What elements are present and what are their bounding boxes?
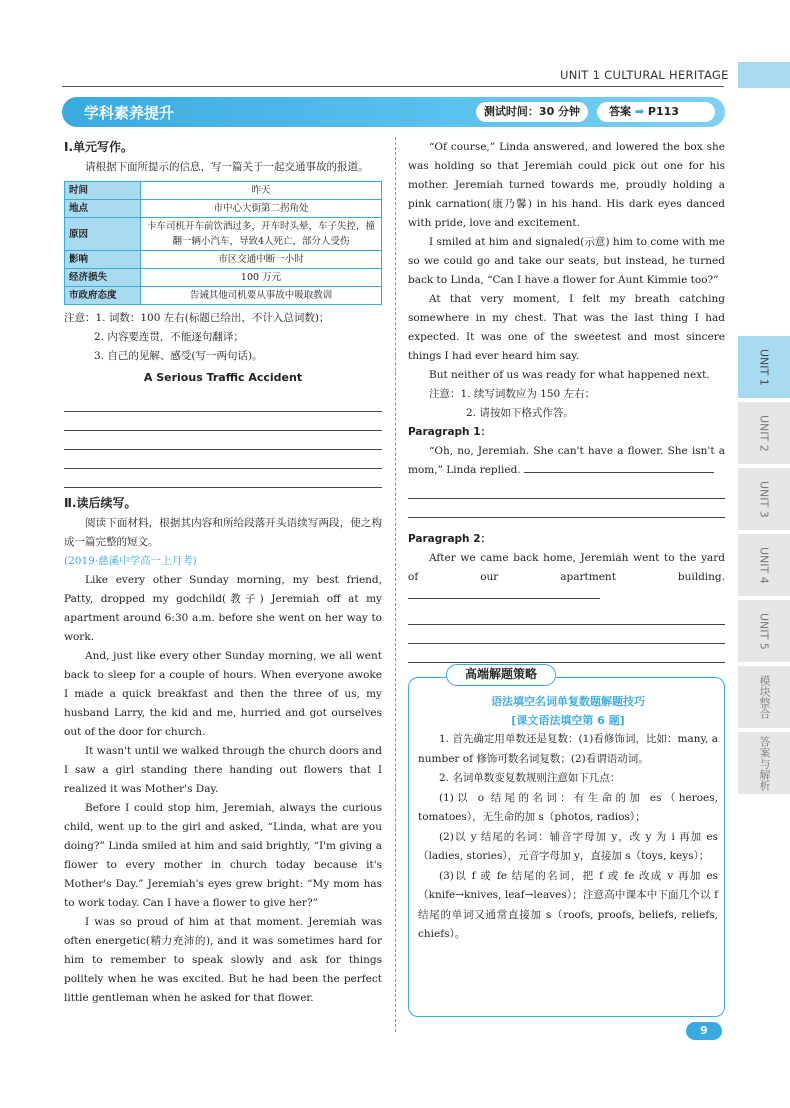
section1-heading: Ⅰ.单元写作。 (64, 140, 134, 154)
section2-heading: Ⅱ.读后续写。 (64, 496, 137, 510)
table-row: 时间 昨天 (65, 182, 382, 200)
strategy-body (418, 692, 718, 945)
table-row: 影响 市区交通中断一小时 (65, 251, 382, 269)
answer-label: 答案 (609, 105, 631, 118)
section1-note-1: 注意：1. 词数：100 左右(标题已给出，不计入总词数)； (64, 312, 330, 324)
writing-line[interactable] (64, 450, 382, 469)
story-paragraph: It wasn't until we walked through the church doors and I saw a girl standing there handing out flowers that I realized it was Mother's Day. (64, 745, 382, 795)
info-table (64, 181, 382, 305)
right-column (408, 138, 725, 663)
section-banner (62, 97, 725, 127)
table-row: 地点 市中心大街第二拐角处 (65, 200, 382, 218)
strategy-title: 语法填空名词单复数题解题技巧 (491, 695, 645, 708)
arrow-right-icon: ➡ (634, 105, 645, 118)
strategy-subtitle: [课文语法填空第 6 题] (511, 714, 625, 727)
side-tabs (738, 62, 790, 798)
answer-reference (597, 102, 715, 122)
paragraph1-label: Paragraph 1： (408, 426, 491, 438)
paragraph1-start: “Oh, no, Jeremiah. She can't have a flower. She isn't a mom,” Linda replied. (408, 445, 725, 476)
section1-intro: 请根据下面所提示的信息，写一篇关于一起交通事故的报道。 (85, 161, 369, 173)
side-tab-unit5[interactable]: UNIT 5 (738, 600, 790, 662)
writing-blank[interactable] (524, 461, 714, 473)
story-paragraph: I was so proud of him at that moment. Jeremiah was often energetic(精力充沛的), and it was sometimes hard for him to remember to speak slowly and ask for things politely when he was excited. But he had been the perfect little gentleman when he asked for that flower. (64, 916, 382, 1004)
writing-line[interactable] (64, 393, 382, 412)
writing-blank[interactable] (408, 587, 600, 599)
strategy-item: 1. 首先确定用单数还是复数：(1)看修饰词，比如：many, a number of 修饰可数名词复数；(2)看谓语动词。 (418, 733, 718, 765)
strategy-tag: 高端解题策略 (446, 664, 556, 686)
side-tab-module[interactable]: 模块整合 (738, 666, 790, 728)
writing-line[interactable] (408, 480, 725, 499)
strategy-item: 2. 名词单数变复数规则注意如下几点： (439, 772, 621, 784)
story-paragraph: And, just like every other Sunday morning, we all went back to sleep for a couple of hours. When everyone awoke I made a quick breakfast and then the three of us, my husband Larry, the kid and me, hurried and got ourselves out of the door for church. (64, 650, 382, 738)
story-paragraph: Like every other Sunday morning, my best friend, Patty, dropped my godchild(教子) Jeremiah off at my apartment around 6:30 a.m. before she went on her way to work. (64, 574, 382, 643)
story-paragraph: I smiled at him and signaled(示意) him to come with me so we could go and take our seats, but instead, he turned back to Linda, “Can I have a flower for Aunt Kimmie too?” (408, 236, 725, 286)
test-time-badge: 测试时间：30 分钟 (476, 102, 588, 122)
page-number: 9 (686, 1022, 722, 1040)
table-row: 原因 卡车司机开车前饮酒过多，开车时头晕，车子失控，撞翻一辆小汽车，导致4人死亡，部分人受伤 (65, 218, 382, 251)
side-tab-answers[interactable]: 答案与解析 (738, 732, 790, 794)
banner-title: 学科素养提升 (84, 104, 175, 122)
left-column (64, 138, 382, 1008)
section1-note-2: 2. 内容要连贯，不能逐句翻译； (94, 331, 244, 343)
story-paragraph: But neither of us was ready for what happened next. (429, 369, 710, 381)
strategy-item: (2)以 y 结尾的名词：辅音字母加 y，改 y 为 i 再加 es（ladies, stories），元音字母加 y，直接加 s（toys, keys）； (418, 830, 718, 862)
section1-note-3: 3. 自己的见解、感受(写一两句话)。 (94, 350, 263, 362)
answer-page: P113 (647, 105, 679, 118)
section2-note-2: 2. 请按如下格式作答。 (466, 407, 574, 419)
side-tab-unit3[interactable]: UNIT 3 (738, 468, 790, 530)
writing-line[interactable] (64, 469, 382, 488)
story-paragraph: Before I could stop him, Jeremiah, always the curious child, went up to the girl and asked, “Linda, what are you doing?” Linda smiled at him and said brightly, “I'm giving a flower to every mother in church today because it's Mother's Day.” Jeremiah's eyes grew bright: “My mom has to work today. Can I have a flower to give her?” (64, 802, 382, 909)
writing-line[interactable] (408, 644, 725, 663)
story-paragraph: “Of course,” Linda answered, and lowered the box she was holding so that Jeremiah could pick out one for his mother. Jeremiah turned towards me, proudly holding a pink carnation(康乃馨) in his hand. His dark eyes danced with pride, love and excitement. (408, 141, 725, 229)
table-row: 市政府态度 告诫其他司机要从事故中吸取教训 (65, 287, 382, 305)
strategy-item: (1)以 o 结尾的名词：有生命的加 es（heroes, tomatoes），无生命的加 s（photos, radios）； (418, 791, 718, 823)
paragraph2-label: Paragraph 2： (408, 533, 491, 545)
writing-line[interactable] (408, 499, 725, 518)
essay-title: A Serious Traffic Accident (143, 371, 303, 384)
unit-header: UNIT 1 CULTURAL HERITAGE (560, 68, 729, 82)
side-tab-unit2[interactable]: UNIT 2 (738, 402, 790, 464)
writing-line[interactable] (64, 412, 382, 431)
strategy-item: (3)以 f 或 fe 结尾的名词，把 f 或 fe 改成 v 再加 es（knife→knives, leaf→leaves）；注意高中课本中下面几个以 f 结尾的单词又通常直接加 s（roofs, proofs, beliefs, reliefs, chiefs）。 (418, 869, 718, 940)
writing-line[interactable] (64, 431, 382, 450)
side-tab-unit1[interactable]: UNIT 1 (738, 336, 790, 398)
section2-note-1: 注意：1. 续写词数应为 150 左右； (429, 388, 596, 400)
source-citation: (2019·慈溪中学高一上月考) (64, 555, 197, 567)
side-tab-decoration (738, 62, 790, 88)
header-rule (62, 86, 724, 87)
writing-line[interactable] (408, 625, 725, 644)
column-divider (395, 137, 396, 1032)
section2-intro: 阅读下面材料，根据其内容和所给段落开头语续写两段，使之构成一篇完整的短文。 (64, 517, 382, 548)
paragraph2-start: After we came back home, Jeremiah went to the yard of our apartment building. (408, 549, 725, 606)
story-paragraph: At that very moment, I felt my breath catching somewhere in my chest. That was the last thing I had expected. It was one of the sweetest and most sincere things I had ever heard him say. (408, 293, 725, 362)
side-tab-unit4[interactable]: UNIT 4 (738, 534, 790, 596)
writing-line[interactable] (408, 606, 725, 625)
table-row: 经济损失 100 万元 (65, 269, 382, 287)
